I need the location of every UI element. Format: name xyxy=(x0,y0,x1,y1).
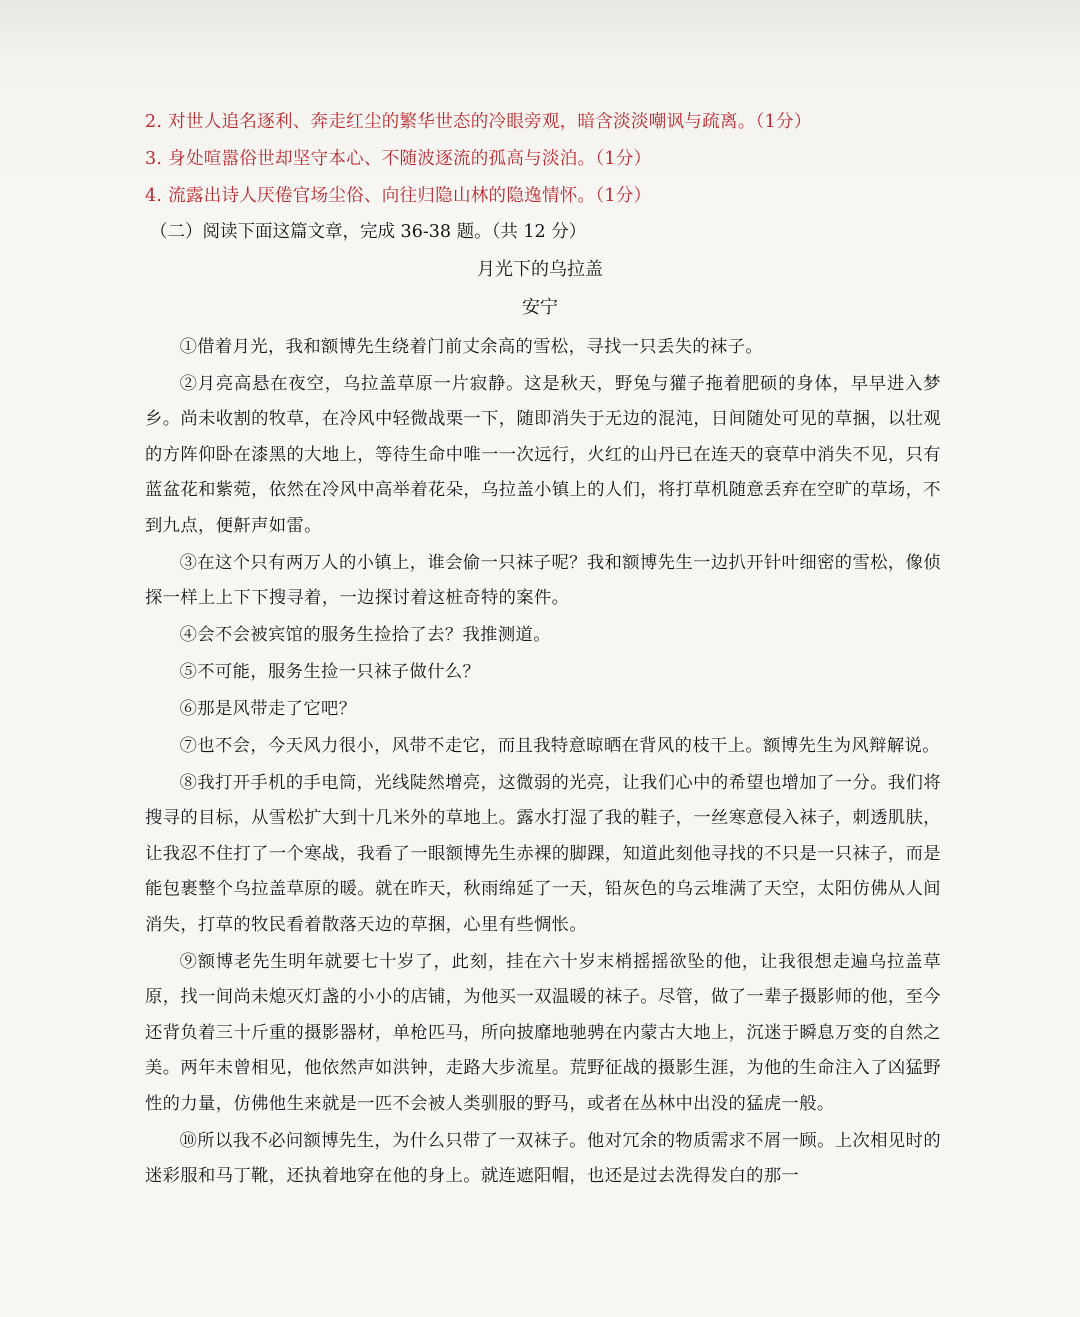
answer-list xyxy=(145,108,1045,219)
paragraph-10: ⑩所以我不必问额博先生，为什么只带了一双袜子。他对冗余的物质需求不屑一顾。上次相见时的迷彩服和马丁靴，还执着地穿在他的身上。就连遮阳帽，也还是过去洗得发白的那一 xyxy=(145,1130,941,1187)
paragraph-2: ②月亮高悬在夜空，乌拉盖草原一片寂静。这是秋天，野兔与獾子拖着肥硕的身体，早早进入梦乡。尚未收割的牧草，在冷风中轻微战栗一下，随即消失于无边的混沌，日间随处可见的草捆，以壮观的方阵仰卧在漆黑的大地上，等待生命中唯一一次远行，火红的山丹已在连天的衰草中消失不见，只有蓝盆花和紫菀，依然在冷风中高举着花朵，乌拉盖小镇上的人们，将打草机随意丢弃在空旷的草场，不到九点，便鼾声如雷。 xyxy=(145,373,941,536)
answer-item-4: 4. 流露出诗人厌倦官场尘俗、向往归隐山林的隐逸情怀。（1分） xyxy=(145,186,652,206)
answer-item-2: 2. 对世人追名逐利、奔走红尘的繁华世态的冷眼旁观，暗含淡淡嘲讽与疏离。（1分） xyxy=(145,112,812,132)
paragraph-5: ⑤不可能，服务生捡一只袜子做什么？ xyxy=(179,662,481,683)
paragraph-3: ③在这个只有两万人的小镇上，谁会偷一只袜子呢？我和额博先生一边扒开针叶细密的雪松，像侦探一样上上下下搜寻着，一边探讨着这桩奇特的案件。 xyxy=(145,552,941,609)
section-heading: （二）阅读下面这篇文章，完成 36-38 题。（共 12 分） xyxy=(150,222,587,242)
paragraph-6: ⑥那是风带走了它吧？ xyxy=(179,698,357,719)
article-author: 安宁 xyxy=(522,297,558,318)
answer-item-3: 3. 身处喧嚣俗世却坚守本心、不随波逐流的孤高与淡泊。（1分） xyxy=(145,149,652,169)
paragraph-9: ⑨额博老先生明年就要七十岁了，此刻，挂在六十岁末梢摇摇欲坠的他，让我很想走遍乌拉盖草原，找一间尚未熄灭灯盏的小小的店铺，为他买一双温暖的袜子。尽管，做了一辈子摄影师的他，至今还背负着三十斤重的摄影器材，单枪匹马，所向披靡地驰骋在内蒙古大地上，沉迷于瞬息万变的自然之美。两年未曾相见，他依然声如洪钟，走路大步流星。荒野征战的摄影生涯，为他的生命注入了凶猛野性的力量，仿佛他生来就是一匹不会被人类驯服的野马，或者在丛林中出没的猛虎一般。 xyxy=(145,951,941,1114)
paragraph-1: ①借着月光，我和额博先生绕着门前丈余高的雪松，寻找一只丢失的袜子。 xyxy=(179,337,764,357)
paragraph-4: ④会不会被宾馆的服务生捡拾了去？我推测道。 xyxy=(179,625,551,646)
paragraph-8: ⑧我打开手机的手电筒，光线陡然增亮，这微弱的光亮，让我们心中的希望也增加了一分。我们将搜寻的目标，从雪松扩大到十几米外的草地上。露水打湿了我的鞋子，一丝寒意侵入袜子，刺透肌肤，让我忍不住打了一个寒战，我看了一眼额博先生赤裸的脚踝，知道此刻他寻找的不只是一只袜子，而是能包裹整个乌拉盖草原的暖。就在昨天，秋雨绵延了一天，铅灰色的乌云堆满了天空，太阳仿佛从人间消失，打草的牧民看着散落天边的草捆，心里有些惆怅。 xyxy=(145,772,941,935)
article-body xyxy=(145,330,941,1196)
paragraph-7: ⑦也不会，今天风力很小，风带不走它，而且我特意晾晒在背风的枝干上。额博先生为风辩解说。 xyxy=(179,735,940,756)
article-title: 月光下的乌拉盖 xyxy=(477,259,603,280)
